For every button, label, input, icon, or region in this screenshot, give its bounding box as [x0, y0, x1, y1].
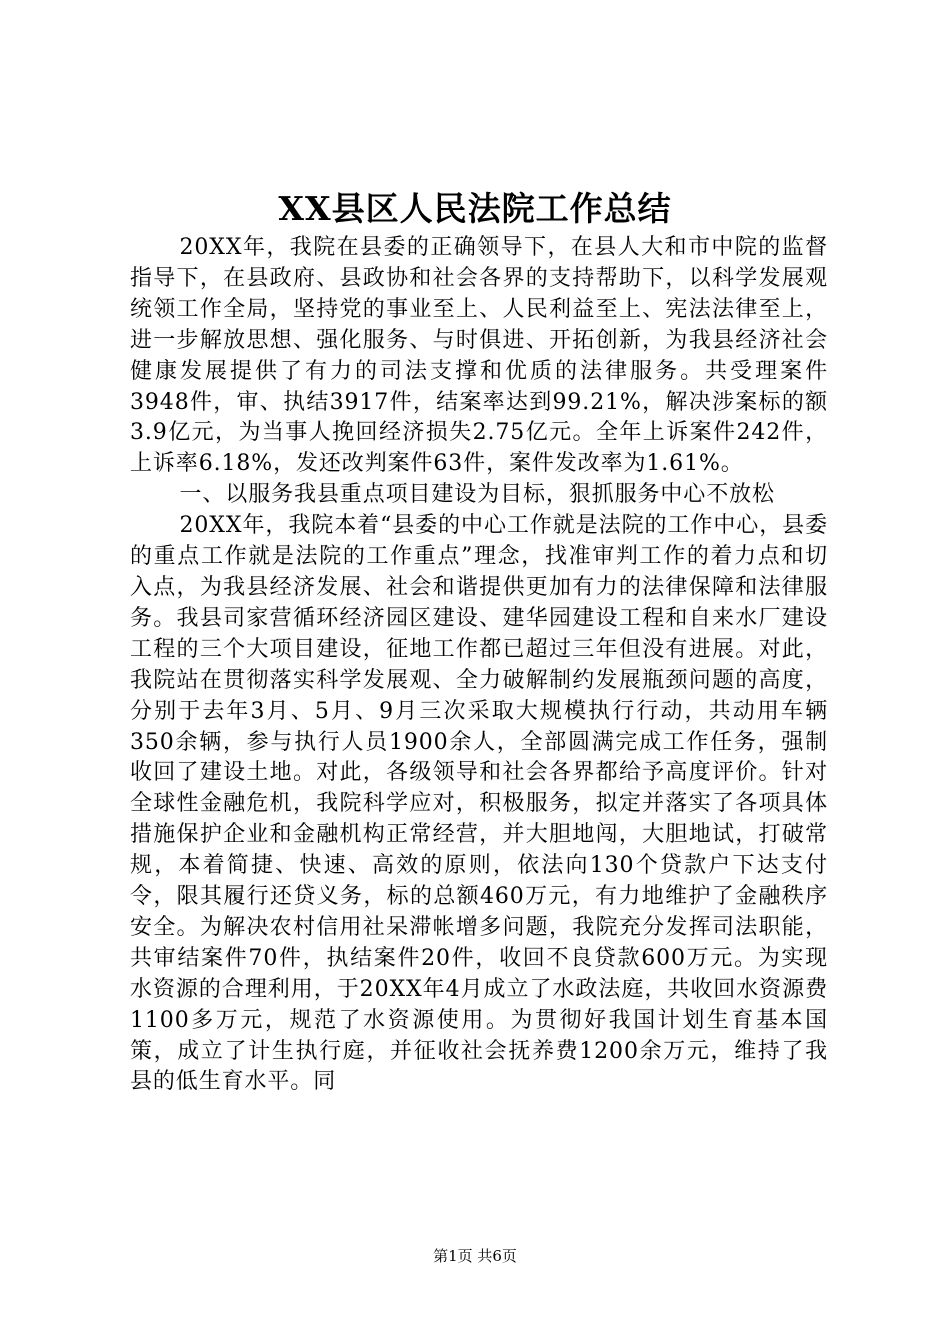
paragraph-summary: 20XX年，我院在县委的正确领导下，在县人大和市中院的监督指导下，在县政府、县政协和社会各界的支持帮助下，以科学发展观统领工作全局，坚持党的事业至上、人民利益至上、宪法法律至上，进一步解放思想、强化服务、与时俱进、开拓创新，为我县经济社会健康发展提供了有力的司法支撑和优质的法律服务。共受理案件3948件，审、执结3917件，结案率达到99.21%，解决涉案标的额3.9亿元，为当事人挽回经济损失2.75亿元。全年上诉案件242件，上诉率6.18%，发还改判案件63件，案件发改率为1.61%。: [130, 235, 828, 477]
document-body: [130, 233, 828, 1098]
paragraph-section-1: 20XX年，我院本着“县委的中心工作就是法院的工作中心，县委的重点工作就是法院的工作重点”理念，找准审判工作的着力点和切入点，为我县经济发展、社会和谐提供更加有力的法律保障和法律服务。我县司家营循环经济园区建设、建华园建设工程和自来水厂建设工程的三个大项目建设，征地工作都已超过三年但没有进展。对此，我院站在贯彻落实科学发展观、全力破解制约发展瓶颈问题的高度，分别于去年3月、5月、9月三次采取大规模执行行动，共动用车辆350余辆，参与执行人员1900余人，全部圆满完成工作任务，强制收回了建设土地。对此，各级领导和社会各界都给予高度评价。针对全球性金融危机，我院科学应对，积极服务，拟定并落实了各项具体措施保护企业和金融机构正常经营，并大胆地闯，大胆地试，打破常规，本着简捷、快速、高效的原则，依法向130个贷款户下达支付令，限其履行还贷义务，标的总额460万元，有力地维护了金融秩序安全。为解决农村信用社呆滞帐增多问题，我院充分发挥司法职能，共审结案件70件，执结案件20件，收回不良贷款600万元。为实现水资源的合理利用，于20XX年4月成立了水政法庭，共收回水资源费1100多万元，规范了水资源使用。为贯彻好我国计划生育基本国策，成立了计生执行庭，并征收社会抚养费1200余万元，维持了我县的低生育水平。同: [130, 513, 828, 1095]
document-title: XX县区人民法院工作总结: [278, 189, 672, 228]
section-heading-1: 一、以服务我县重点项目建设为目标，狠抓服务中心不放松: [179, 482, 775, 508]
page-footer: 第1页 共6页: [433, 1247, 517, 1265]
